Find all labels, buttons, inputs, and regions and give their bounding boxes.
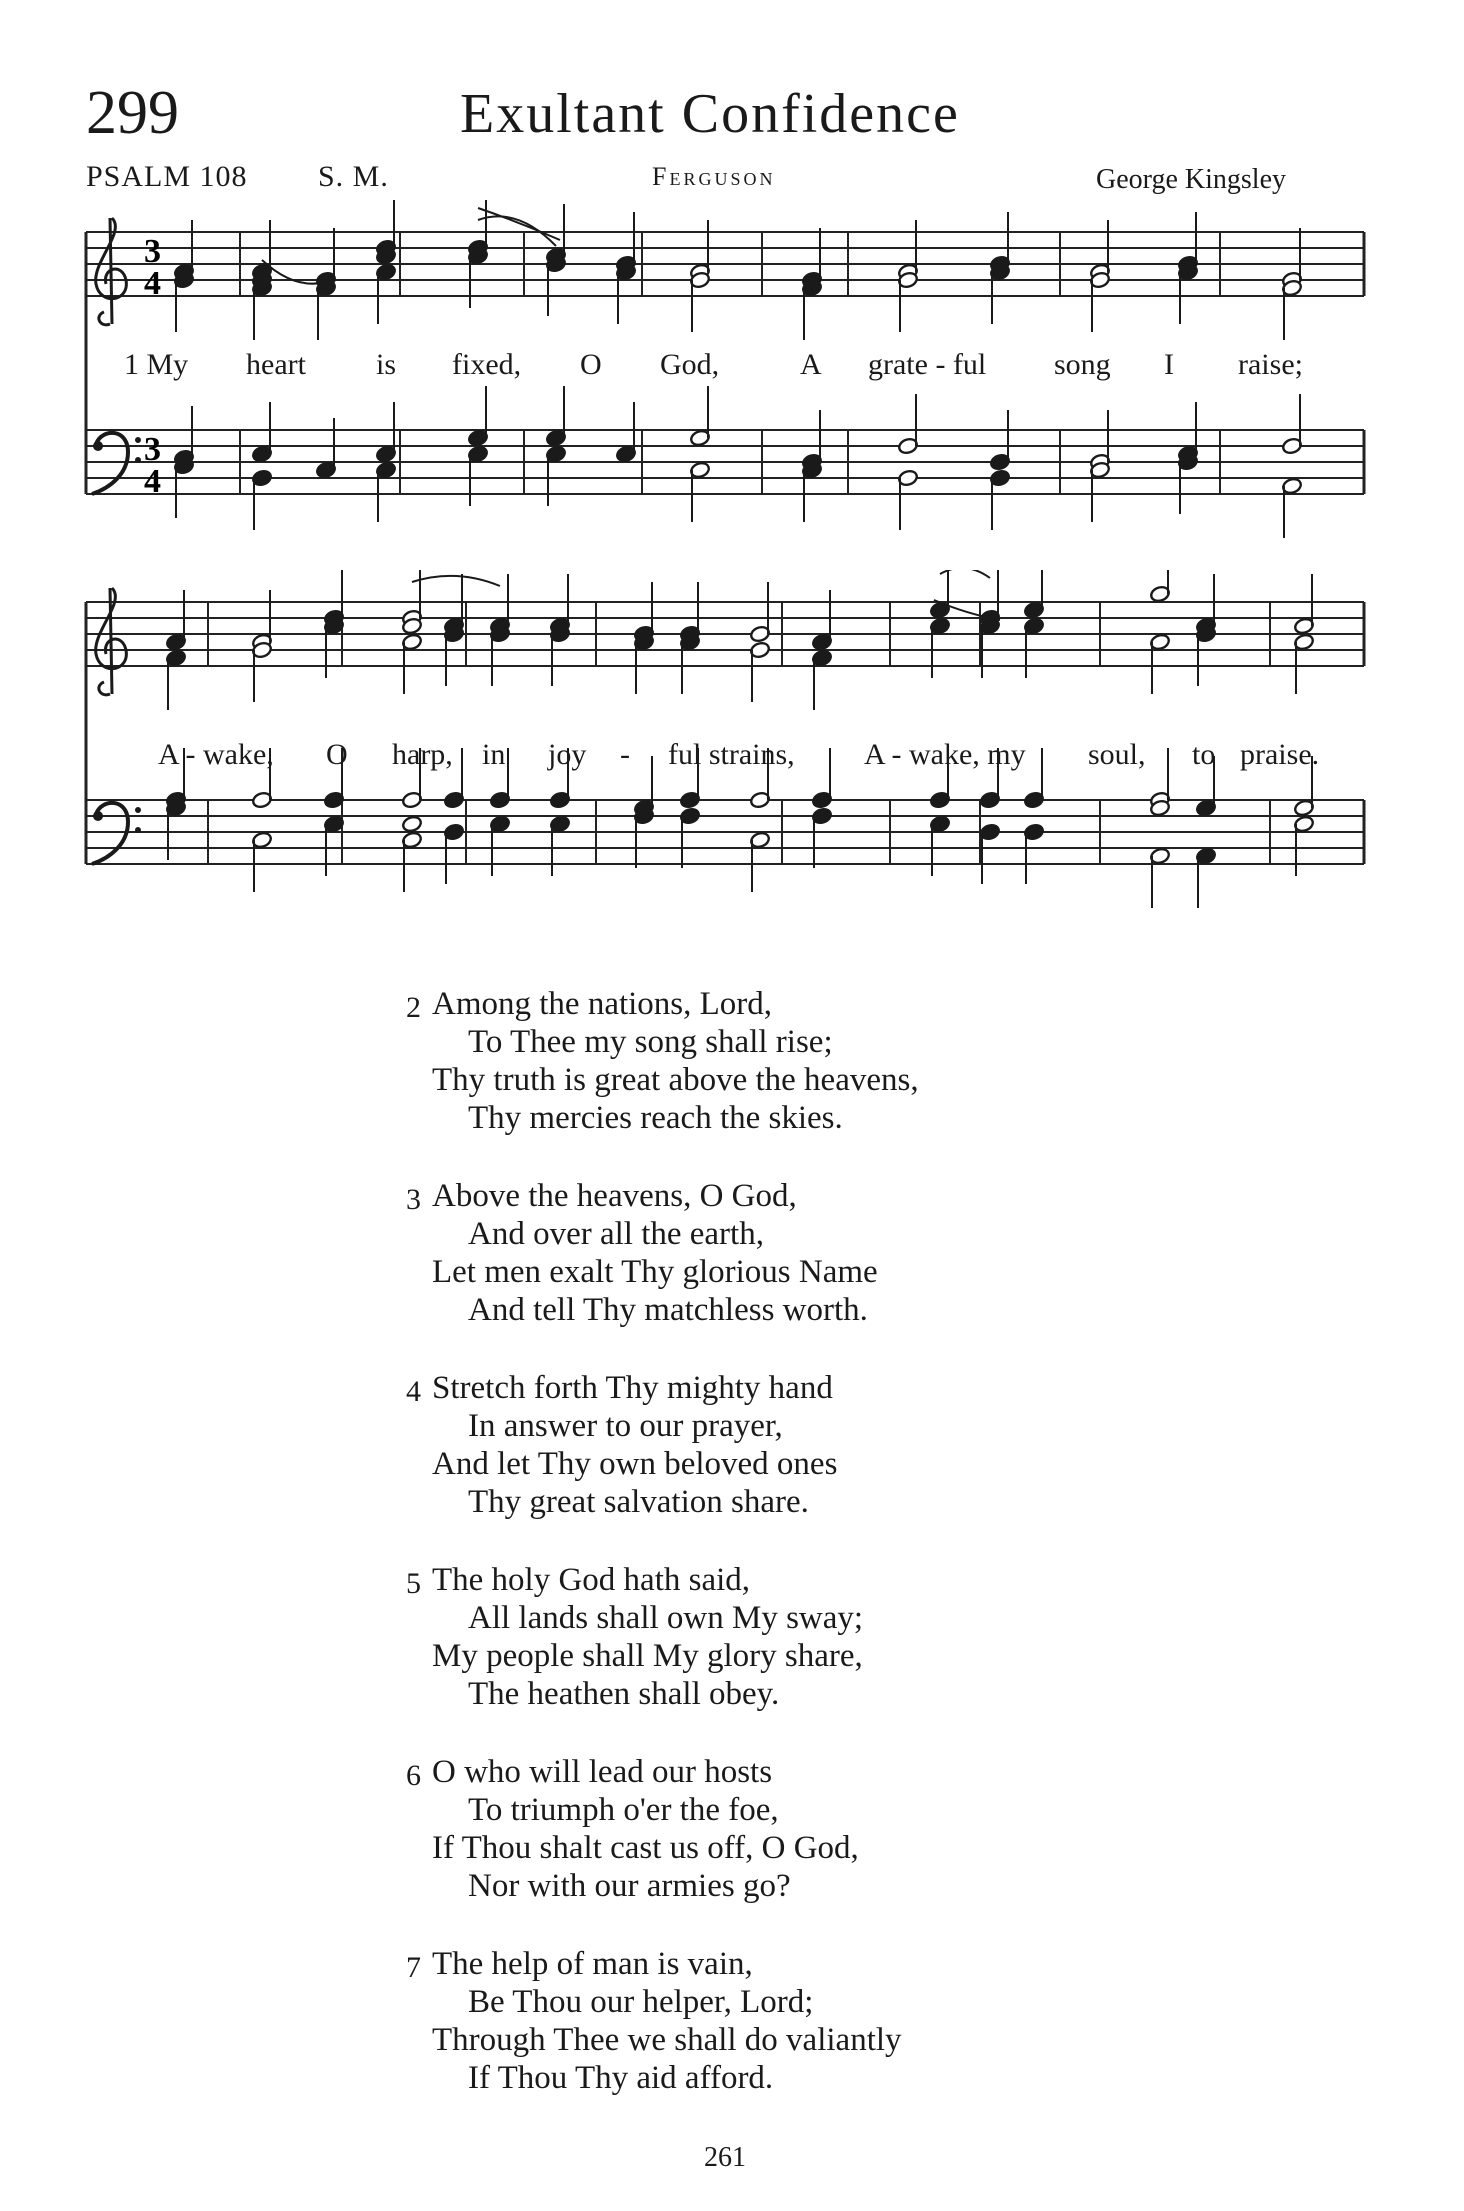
bass-clef-icon: [135, 827, 141, 833]
hymn-number: 299: [86, 79, 179, 147]
tune-name: Ferguson: [652, 162, 776, 191]
verse-number: 4: [406, 1375, 421, 1408]
lyric-syllable: God,: [660, 348, 720, 381]
slur: [412, 576, 500, 586]
lyric-syllable: -: [620, 738, 630, 771]
lyric-syllable: soul,: [1088, 738, 1146, 771]
verse-6: [406, 1753, 1132, 1905]
verse-line: To triumph o'er the foe,: [468, 1792, 779, 1828]
verse-line: Among the nations, Lord,: [432, 986, 773, 1022]
lyric-syllable: harp,: [392, 738, 453, 771]
bass-clef-icon: [135, 437, 141, 443]
verse-line: Stretch forth Thy mighty hand: [432, 1370, 833, 1406]
verse-line: If Thou Thy aid afford.: [468, 2060, 774, 2096]
verse-line: The heathen shall obey.: [468, 1676, 780, 1712]
lyric-syllable: 1 My: [124, 348, 189, 381]
note: [401, 815, 422, 833]
verse-line: The holy God hath said,: [432, 1562, 751, 1598]
verse-3: [406, 1177, 1132, 1329]
treble-clef-icon: [96, 588, 127, 695]
lyric-syllable: is: [376, 348, 397, 381]
verse-line: In answer to our prayer,: [468, 1408, 783, 1444]
lyric-syllable: A: [800, 348, 822, 381]
verse-line: Above the heavens, O God,: [432, 1178, 797, 1214]
lyric-syllable: I: [1164, 348, 1174, 381]
verse-line: And tell Thy matchless worth.: [468, 1292, 868, 1328]
bass-clef-icon: [135, 457, 141, 463]
bass-clef-icon: [93, 441, 103, 451]
verse-line: Let men exalt Thy glorious Name: [432, 1254, 878, 1290]
lyric-syllable: O: [326, 738, 348, 771]
verse-line: My people shall My glory share,: [432, 1638, 863, 1674]
verse-7: [406, 1945, 1132, 2097]
lyric-syllable: to: [1192, 738, 1216, 771]
verse-line: All lands shall own My sway;: [468, 1600, 864, 1636]
lyric-syllable: O: [580, 348, 602, 381]
lyric-syllable: heart: [246, 348, 306, 381]
hymn-title: Exultant Confidence: [460, 83, 960, 145]
verse-line: O who will lead our hosts: [432, 1754, 773, 1790]
verse-2: [406, 985, 1132, 1137]
verse-number: 7: [406, 1951, 421, 1984]
verse-line: To Thee my song shall rise;: [468, 1024, 833, 1060]
verse-line: And over all the earth,: [468, 1216, 764, 1252]
time-signature-top: 3: [144, 431, 161, 468]
lyric-syllable: ful strains,: [668, 738, 795, 771]
verse-4: [406, 1369, 1132, 1521]
verse-line: Be Thou our helper, Lord;: [468, 1984, 814, 2020]
page-number: 261: [704, 2142, 746, 2173]
verse-5: [406, 1561, 1132, 1713]
lyric-syllable: joy: [548, 738, 587, 771]
composer: George Kingsley: [1096, 164, 1286, 195]
lyric-syllable: in: [482, 738, 506, 771]
lyric-syllable: fixed,: [452, 348, 522, 381]
verse-line: Nor with our armies go?: [468, 1868, 791, 1904]
meter: S. M.: [318, 160, 389, 193]
verse-line: Through Thee we shall do valiantly: [432, 2022, 902, 2058]
verse-number: 5: [406, 1567, 421, 1600]
lyric-syllable: raise;: [1238, 348, 1303, 381]
time-signature-bottom: 4: [144, 265, 161, 302]
verse-line: Thy mercies reach the skies.: [468, 1100, 843, 1136]
lyric-syllable: praise.: [1240, 738, 1320, 771]
verse-line: Thy great salvation share.: [468, 1484, 809, 1520]
lyric-syllable: A - wake,: [158, 738, 274, 771]
verse-line: The help of man is vain,: [432, 1946, 753, 1982]
verses: [406, 985, 1132, 2137]
lyric-syllable: song: [1054, 348, 1111, 381]
slur: [478, 208, 560, 240]
lyric-syllable: grate - ful: [868, 348, 987, 381]
psalm-reference: PSALM 108: [86, 160, 248, 193]
time-signature-bottom: 4: [144, 463, 161, 500]
verse-line: If Thou shalt cast us off, O God,: [432, 1830, 859, 1866]
time-signature-top: 3: [144, 233, 161, 270]
bass-clef-icon: [93, 811, 103, 821]
lyric-syllable: A - wake, my: [864, 738, 1026, 771]
verse-number: 6: [406, 1759, 421, 1792]
verse-number: 3: [406, 1183, 421, 1216]
verse-line: Thy truth is great above the heavens,: [432, 1062, 919, 1098]
verse-line: And let Thy own beloved ones: [432, 1446, 838, 1482]
bass-clef-icon: [135, 807, 141, 813]
verse-number: 2: [406, 991, 421, 1024]
treble-clef-icon: [96, 218, 127, 325]
